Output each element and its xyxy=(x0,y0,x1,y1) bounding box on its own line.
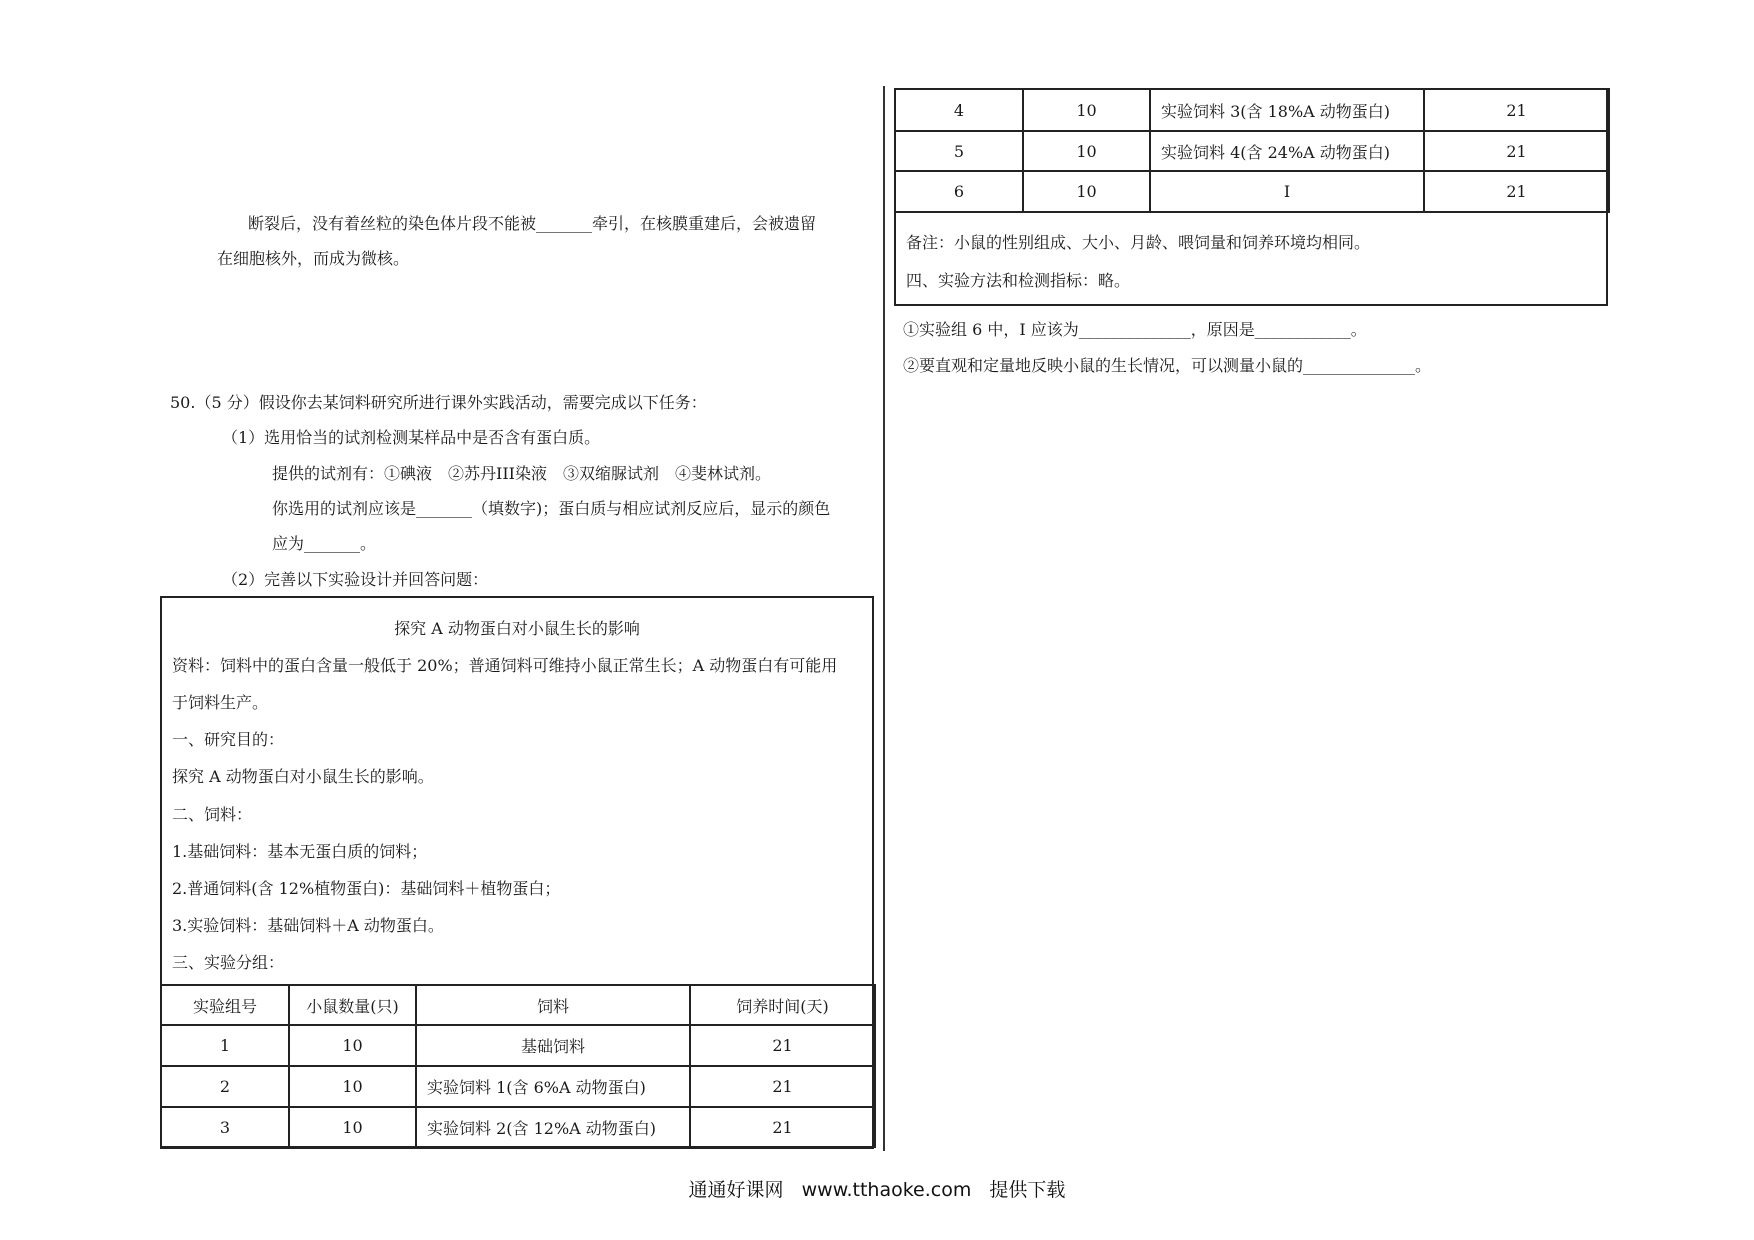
question-50-answer-line-1: 你选用的试剂应该是_______（填数字)；蛋白质与相应试剂反应后，显示的颜色 xyxy=(272,499,831,518)
feed-2: 2.普通饲料(含 12%植物蛋白)：基础饲料＋植物蛋白； xyxy=(172,879,561,898)
question-50-answer-line-2: 应为_______。 xyxy=(272,534,377,553)
mouse-count: 10 xyxy=(1023,89,1150,131)
footer-site-name: 通通好课网 xyxy=(688,1179,784,1201)
intro-line-1: 断裂后，没有着丝粒的染色体片段不能被_______牵引，在核膜重建后，会被遗留 xyxy=(248,214,817,233)
section-2-heading: 二、饲料： xyxy=(172,805,253,824)
intro-line-2: 在细胞核外，而成为微核。 xyxy=(217,249,410,268)
feed-1: 1.基础饲料：基本无蛋白质的饲料； xyxy=(172,842,428,861)
table-row xyxy=(895,89,1609,131)
feed: 实验饲料 4(含 24%A 动物蛋白) xyxy=(1150,131,1424,171)
mouse-count: 10 xyxy=(289,1107,416,1147)
table-row xyxy=(161,1066,875,1107)
feeding-days: 21 xyxy=(690,1107,875,1147)
feeding-days: 21 xyxy=(1424,131,1609,171)
sub-question-2: ②要直观和定量地反映小鼠的生长情况，可以测量小鼠的______________。 xyxy=(903,356,1432,375)
table-row xyxy=(161,1107,875,1147)
experiment-note: 备注：小鼠的性别组成、大小、月龄、喂饲量和饲养环境均相同。 xyxy=(906,233,1371,252)
section-4: 四、实验方法和检测指标：略。 xyxy=(906,271,1131,290)
group-number: 2 xyxy=(161,1066,289,1107)
feed: 实验饲料 3(含 18%A 动物蛋白) xyxy=(1150,89,1424,131)
mouse-count: 10 xyxy=(289,1066,416,1107)
feeding-days: 21 xyxy=(690,1025,875,1066)
groups-table-left xyxy=(160,984,876,1148)
section-1-text: 探究 A 动物蛋白对小鼠生长的影响。 xyxy=(172,767,434,786)
table-row xyxy=(895,131,1609,171)
feed-3: 3.实验饲料：基础饲料＋A 动物蛋白。 xyxy=(172,916,444,935)
header-feeding-days: 饲养时间(天) xyxy=(690,985,875,1025)
sub-question-1: ①实验组 6 中，I 应该为______________，原因是____________。 xyxy=(903,320,1367,339)
question-50-reagents: 提供的试剂有：①碘液 ②苏丹III染液 ③双缩脲试剂 ④斐林试剂。 xyxy=(272,464,771,483)
group-number: 5 xyxy=(895,131,1023,171)
footer xyxy=(0,1175,1754,1202)
experiment-design-box xyxy=(160,596,874,1149)
feed: 实验饲料 1(含 6%A 动物蛋白) xyxy=(416,1066,690,1107)
feed: 实验饲料 2(含 12%A 动物蛋白) xyxy=(416,1107,690,1147)
question-50-part-2: （2）完善以下实验设计并回答问题： xyxy=(222,570,489,589)
section-3-heading: 三、实验分组： xyxy=(172,953,285,972)
table-row xyxy=(895,171,1609,212)
column-divider xyxy=(883,86,885,1151)
header-group-number: 实验组号 xyxy=(161,985,289,1025)
groups-table-right xyxy=(894,88,1610,213)
mouse-count: 10 xyxy=(1023,131,1150,171)
group-number: 3 xyxy=(161,1107,289,1147)
experiment-title: 探究 A 动物蛋白对小鼠生长的影响 xyxy=(394,619,640,638)
table-header-row xyxy=(161,985,875,1025)
footer-url[interactable]: www.tthaoke.com xyxy=(801,1179,972,1201)
material-line-2: 于饲料生产。 xyxy=(172,693,269,712)
mouse-count: 10 xyxy=(1023,171,1150,212)
group-number: 6 xyxy=(895,171,1023,212)
header-mouse-count: 小鼠数量(只) xyxy=(289,985,416,1025)
feeding-days: 21 xyxy=(1424,171,1609,212)
group-number: 4 xyxy=(895,89,1023,131)
section-1-heading: 一、研究目的： xyxy=(172,730,285,749)
feeding-days: 21 xyxy=(1424,89,1609,131)
feeding-days: 21 xyxy=(690,1066,875,1107)
feed: 基础饲料 xyxy=(416,1025,690,1066)
mouse-count: 10 xyxy=(289,1025,416,1066)
group-number: 1 xyxy=(161,1025,289,1066)
experiment-design-box-continued xyxy=(894,88,1608,306)
question-50-title: 50.（5 分）假设你去某饲料研究所进行课外实践活动，需要完成以下任务： xyxy=(170,393,707,412)
material-line-1: 资料：饲料中的蛋白含量一般低于 20%；普通饲料可维持小鼠正常生长；A 动物蛋白有可能用 xyxy=(172,656,838,675)
question-50-part-1: （1）选用恰当的试剂检测某样品中是否含有蛋白质。 xyxy=(222,428,601,447)
footer-suffix: 提供下载 xyxy=(989,1179,1066,1201)
header-feed: 饲料 xyxy=(416,985,690,1025)
feed-blank-I: I xyxy=(1150,171,1424,212)
table-row xyxy=(161,1025,875,1066)
